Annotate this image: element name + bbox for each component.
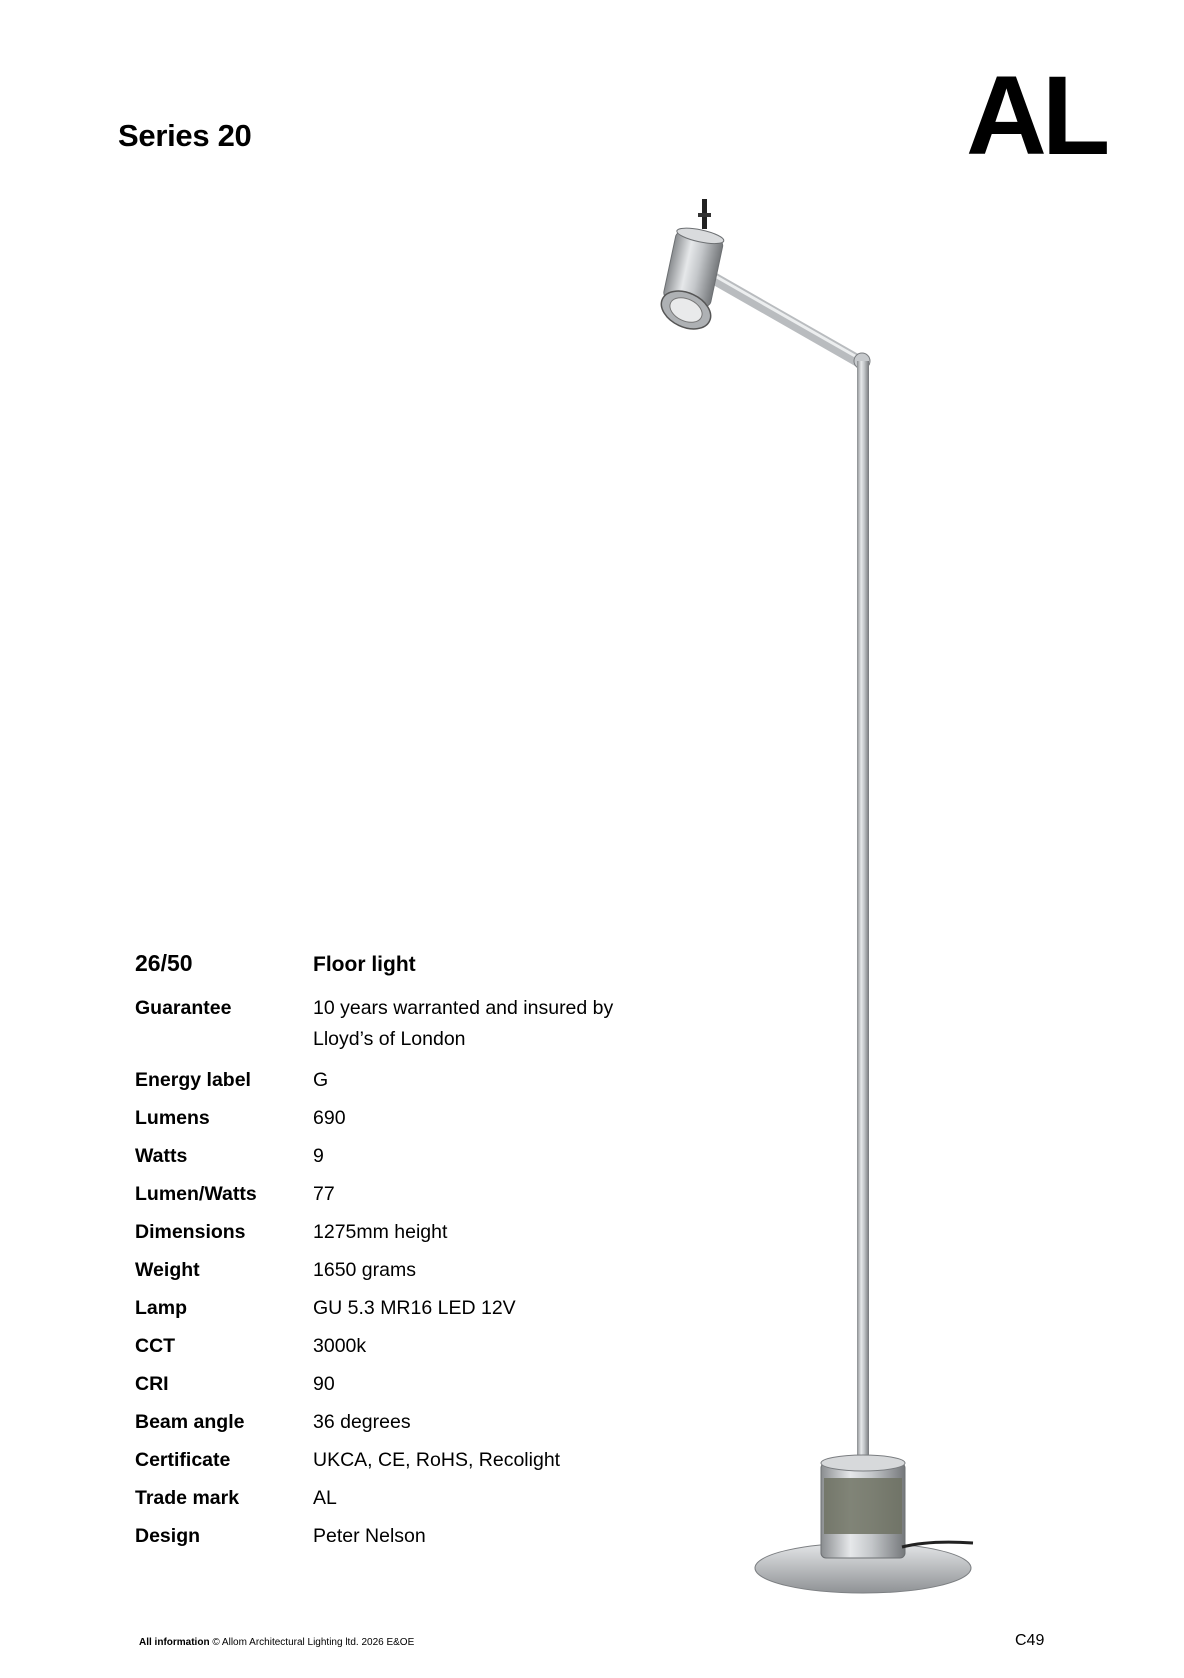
spec-row-guarantee: [135, 995, 695, 1055]
spec-value: 3000k: [313, 1335, 367, 1357]
spec-row-energy-label: [135, 1067, 695, 1093]
footer-info-text: © Allom Architectural Lighting ltd. 2026 E&OE: [209, 1637, 415, 1648]
spec-row-beam-angle: [135, 1409, 695, 1435]
spec-label: Guarantee: [135, 997, 232, 1019]
spec-value: Peter Nelson: [313, 1525, 426, 1547]
spec-value: 9: [313, 1145, 324, 1167]
spec-label: Design: [135, 1525, 201, 1547]
model-code: 26/50: [135, 950, 193, 976]
spec-value: 90: [313, 1373, 335, 1395]
spec-label: CCT: [135, 1335, 176, 1357]
spec-label: Weight: [135, 1259, 200, 1281]
spec-label: Trade mark: [135, 1487, 240, 1509]
spec-value: UKCA, CE, RoHS, Recolight: [313, 1449, 561, 1471]
spec-label: CRI: [135, 1373, 169, 1395]
brand-logo: AL: [966, 53, 1106, 178]
footer-copyright: [139, 1637, 414, 1648]
spec-value: 77: [313, 1183, 335, 1205]
spec-row-dimensions: [135, 1219, 695, 1245]
spec-header: [135, 950, 695, 977]
spec-value: 1275mm height: [313, 1221, 448, 1243]
page-number: C49: [1015, 1632, 1045, 1649]
spec-row-lamp: [135, 1295, 695, 1321]
spec-value: 36 degrees: [313, 1411, 411, 1433]
spec-label: Lamp: [135, 1297, 188, 1319]
spec-table: [135, 950, 695, 1561]
spec-row-lumens: [135, 1105, 695, 1131]
spec-row-cct: [135, 1333, 695, 1359]
spec-row-trade-mark: [135, 1485, 695, 1511]
footer-info-label: All information: [139, 1637, 210, 1648]
spec-row-design: [135, 1523, 695, 1549]
spec-value: 1650 grams: [313, 1259, 416, 1281]
spec-row-certificate: [135, 1447, 695, 1473]
spec-label: Lumen/Watts: [135, 1183, 257, 1205]
spec-label: Lumens: [135, 1107, 210, 1129]
spec-row-watts: [135, 1143, 695, 1169]
spec-label: Certificate: [135, 1449, 231, 1471]
spec-label: Dimensions: [135, 1221, 246, 1243]
spec-value: 10 years warranted and insured by Lloyd’s of London: [313, 997, 614, 1050]
spec-row-lumen-watts: [135, 1181, 695, 1207]
series-title: Series 20: [118, 118, 252, 153]
spec-value: AL: [313, 1487, 337, 1509]
spec-row-cri: [135, 1371, 695, 1397]
spec-value: G: [313, 1069, 329, 1091]
spec-label: Energy label: [135, 1069, 251, 1091]
spec-label: Beam angle: [135, 1411, 245, 1433]
product-type: Floor light: [313, 953, 416, 976]
spec-value: GU 5.3 MR16 LED 12V: [313, 1297, 516, 1319]
spec-row-weight: [135, 1257, 695, 1283]
spec-label: Watts: [135, 1145, 188, 1167]
spec-value: 690: [313, 1107, 346, 1129]
